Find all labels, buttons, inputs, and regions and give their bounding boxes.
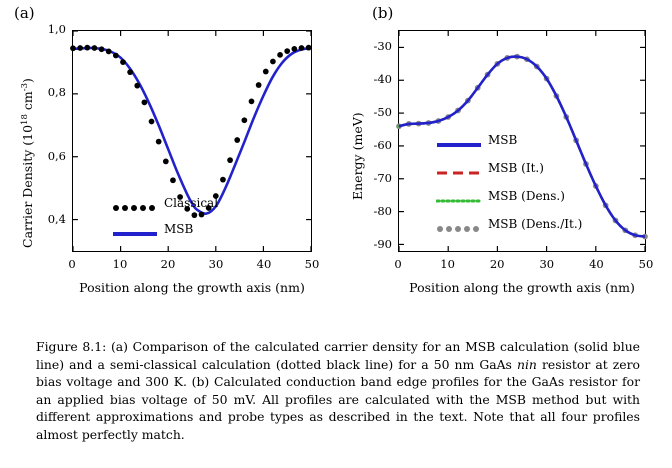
legend-swatch bbox=[436, 222, 482, 236]
legend-label: MSB (Dens./It.) bbox=[488, 217, 583, 231]
x-tick-label: 40 bbox=[256, 257, 272, 271]
caption-part2: resistor at zero bias voltage and 300 K. (b) Calculated conduction band edge profiles for the GaAs resistor for an applied bias voltage of 50 mV. All profiles are calculated with the MSB method but with different approximations and probe types as described in the text. Note that all four profiles almost perfectly match. bbox=[36, 356, 640, 443]
x-tick-label: 10 bbox=[440, 257, 455, 271]
legend-label: MSB (Dens.) bbox=[488, 189, 565, 203]
legend-swatch bbox=[112, 201, 158, 215]
x-tick-label: 30 bbox=[539, 257, 555, 271]
x-tick-label: 10 bbox=[112, 257, 128, 271]
caption-part1: (a) Comparison of the calculated carrier density for an MSB calculation (solid blue line) and a semi-classical calculation (dotted black line) for a 50 nm GaAs bbox=[36, 339, 641, 372]
y-tick-label: -90 bbox=[373, 237, 392, 252]
x-tick-label: 30 bbox=[208, 257, 224, 271]
legend-swatch bbox=[112, 227, 158, 241]
x-tick-label: 50 bbox=[304, 257, 320, 271]
x-tick-label: 0 bbox=[394, 257, 402, 271]
panel-a-y-axis-label: Carrier Density ($10^{18}$ $cm^{-3}$) bbox=[20, 78, 36, 248]
legend-label: MSB bbox=[164, 222, 194, 236]
x-tick-label: 0 bbox=[68, 257, 76, 271]
y-tick-label: -60 bbox=[373, 137, 392, 152]
y-tick-label: -50 bbox=[373, 104, 392, 119]
panel-b-x-axis-label: Position along the growth axis (nm) bbox=[409, 280, 635, 295]
legend-swatch bbox=[436, 166, 482, 180]
caption-italic: nin bbox=[516, 356, 537, 372]
panel-a-plot-area bbox=[72, 30, 312, 252]
panel-b-label: (b) bbox=[372, 4, 394, 22]
y-tick-label: 1,0 bbox=[47, 22, 66, 36]
x-tick-label: 20 bbox=[489, 257, 505, 271]
y-tick-label: 0,8 bbox=[47, 85, 66, 100]
caption-label: Figure 8.1: bbox=[36, 339, 107, 354]
y-tick-label: -70 bbox=[373, 171, 392, 186]
legend-swatch bbox=[436, 194, 482, 208]
chart-panel-a bbox=[0, 0, 336, 318]
panel-a-label: (a) bbox=[14, 4, 35, 22]
panel-a-svg bbox=[73, 31, 311, 251]
x-tick-label: 50 bbox=[638, 257, 654, 271]
y-tick-label: 0,4 bbox=[47, 212, 66, 227]
legend-label: MSB (It.) bbox=[488, 161, 544, 175]
y-tick-label: -80 bbox=[373, 204, 392, 219]
legend-label: Classical bbox=[164, 196, 219, 210]
y-tick-label: -30 bbox=[373, 38, 392, 53]
y-tick-label: -40 bbox=[373, 71, 392, 86]
panel-a-x-axis-label: Position along the growth axis (nm) bbox=[79, 280, 305, 295]
chart-panel-b bbox=[336, 0, 672, 318]
figure-caption bbox=[36, 338, 640, 444]
x-tick-label: 20 bbox=[160, 257, 176, 271]
y-tick-label: 0,6 bbox=[47, 148, 66, 163]
legend-swatch bbox=[436, 138, 482, 152]
panel-b-y-axis-label: Energy (meV) bbox=[350, 112, 365, 200]
legend-label: MSB bbox=[488, 133, 518, 147]
x-tick-label: 40 bbox=[589, 257, 604, 271]
